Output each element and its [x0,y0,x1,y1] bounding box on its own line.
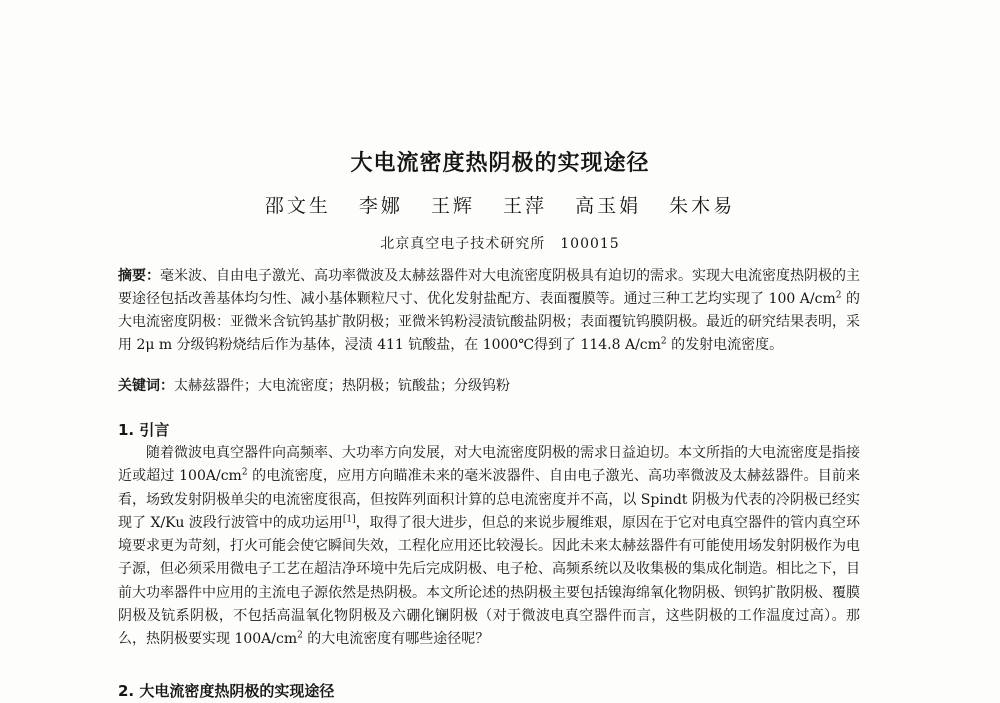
abstract-text: 毫米波、自由电子激光、高功率微波及太赫兹器件对大电流密度阴极具有迫切的需求。实现大电流密度热阴极的主要途径包括改善基体均匀性、减小基体颗粒尺寸、优化发射盐配方、表面覆膜等。通过三种工艺均实现了 100 A/cm [118,268,860,307]
section-paragraph [118,442,860,652]
section-heading: 1. 引言 [118,421,170,439]
keywords [118,375,860,398]
paper-title: 大电流密度热阴极的实现途径 [350,151,650,176]
superscript: 2 [241,467,248,478]
citation-reference: [1] [342,514,356,525]
author-name: 王萍 [503,195,548,217]
abstract-text: 的大电流密度阴极：亚微米含钪钨基扩散阴极；亚微米钨粉浸渍钪酸盐阴极；表面覆钪钨膜阴极。最近的研究结果表明，采用 2μ m 分级钨粉烧结后作为基体，浸渍 411 钪酸盐，在 1000℃得到了 114.8 A/cm [118,291,860,353]
author-name: 李娜 [358,195,403,217]
author-list [0,191,1000,218]
author-name: 高玉娟 [575,195,642,217]
abstract-label: 摘要： [118,268,160,284]
paragraph-text: 的大电流密度有哪些途径呢？ [302,631,490,648]
abstract [118,265,860,357]
superscript: 2 [297,630,303,641]
keywords-text: 太赫兹器件；大电流密度；热阴极；钪酸盐；分级钨粉 [174,378,510,394]
author-name: 朱木易 [669,195,736,217]
author-name: 邵文生 [264,195,331,217]
paragraph-text: 随着微波电真空器件向高频率、大功率方向发展，对大电流密度阴极的需求日益迫切。本文所指的大电流密度是指接近或超过 100A/cm [118,445,860,485]
superscript: 2 [660,336,667,347]
paragraph-text: ，取得了很大进步，但总的来说步履维艰，原因在于它对电真空器件的管内真空环境要求更为苛刻，打火可能会使它瞬间失效，工程化应用还比较漫长。因此未来太赫兹器件有可能使用场发射阴极作为电子源，但必须采用微电子工艺在超洁净环境中先后完成阴极、电子枪、高频系统以及收集极的集成化制造。相比之下，目前大功率器件中应用的主流电子源依然是热阴极。本文所论述的热阴极主要包括镍海绵氧化物阴极、钡钨扩散阴极、覆膜阴极及钪系阴极，不包括高温氧化物阴极及六硼化镧阴极（对于微波电真空器件而言，这些阴极的工作温度过高）。那么，热阴极要实现 100A/cm [118,514,860,648]
paragraph-text: 的电流密度，应用方向瞄准未来的毫米波器件、自由电子激光、高功率微波及太赫兹器件。目前来看，场致发射阴极单尖的电流密度很高，但按阵列面积计算的总电流密度并不高，以 Spindt 阴极为代表的冷阴极已经实现了 X/Ku 波段行波管中的成功运用 [118,468,860,531]
affiliation: 北京真空电子技术研究所 100015 [380,236,620,252]
abstract-text: 的发射电流密度。 [666,337,784,353]
author-name: 王辉 [430,195,475,217]
section-heading: 2. 大电流密度热阴极的实现途径 [118,682,335,700]
superscript: 2 [835,290,842,301]
keywords-label: 关键词： [118,378,174,394]
